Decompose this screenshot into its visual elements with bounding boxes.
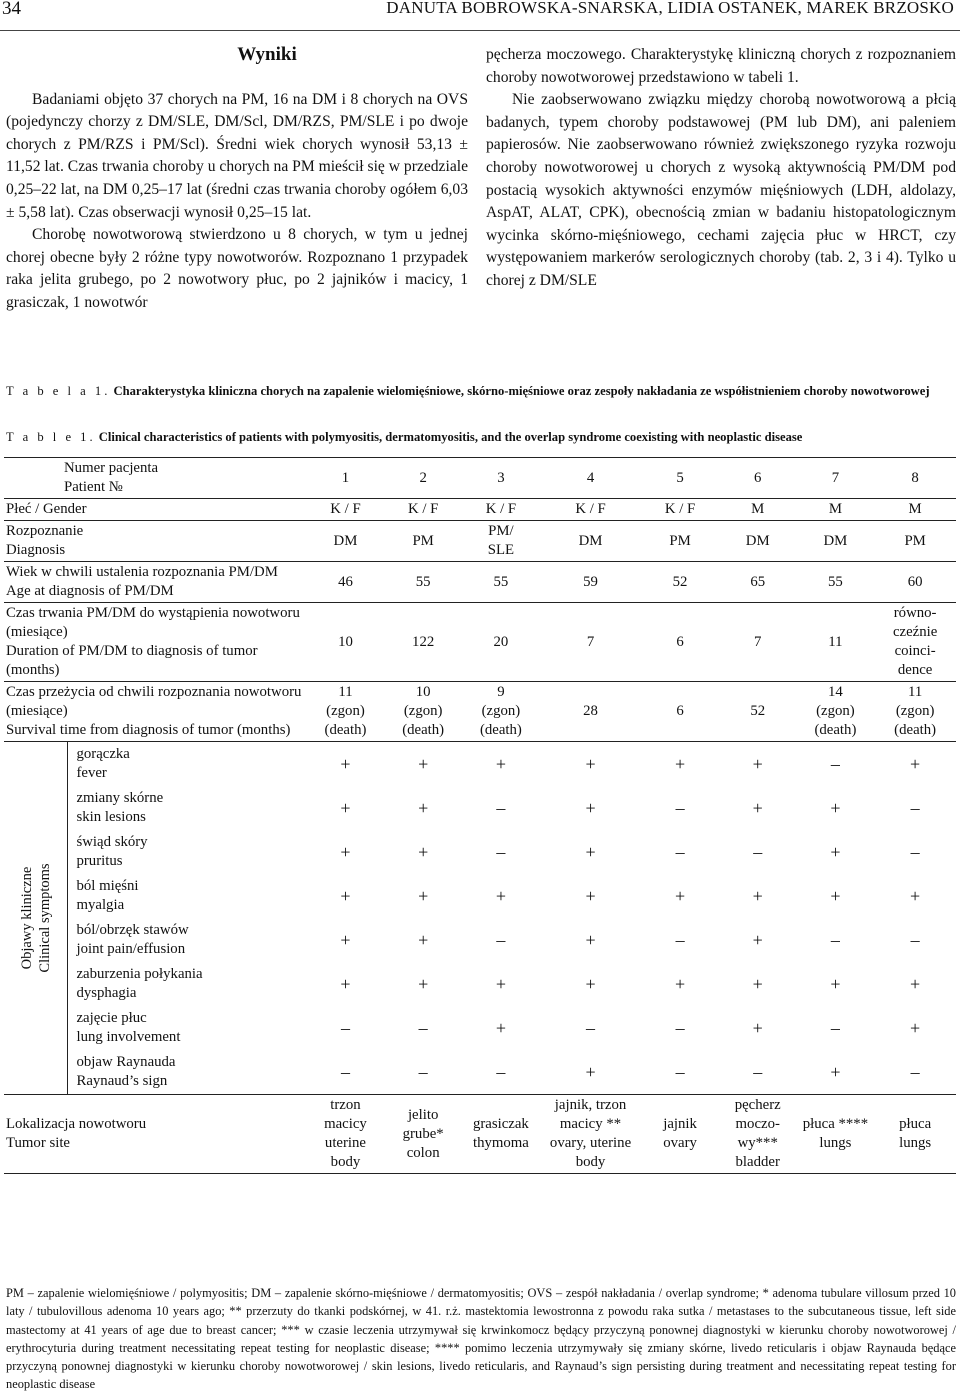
symptom-value: + — [585, 885, 596, 906]
table-cell: M — [874, 499, 956, 521]
symptom-value: – — [874, 1050, 956, 1095]
tumor-site-cell: płuca lungs — [874, 1095, 956, 1174]
symptom-value: – — [307, 1050, 385, 1095]
tumor-site-cell: jajnik, trzon macicy ** ovary, uterine body — [540, 1095, 641, 1174]
symptom-value: + — [674, 885, 686, 906]
tumor-site-row — [4, 1095, 956, 1174]
symptom-label: objaw Raynauda Raynaud’s sign — [68, 1050, 307, 1095]
table-cell: DM — [797, 521, 875, 562]
table-cell: 11 (zgon) (death) — [307, 682, 385, 742]
running-header-authors: DANUTA BOBROWSKA-SNARSKA, LIDIA OSTANEK, MAREK BRZOSKO — [386, 0, 954, 17]
symptom-value: – — [496, 841, 506, 862]
symptom-row — [4, 1050, 956, 1095]
table-cell: 52 — [641, 562, 719, 603]
symptom-value: – — [675, 797, 685, 818]
page-number: 34 — [2, 0, 21, 19]
table-cell: równo- czeźnie coinci- dence — [874, 603, 956, 682]
symptom-value: + — [418, 973, 429, 994]
paragraph: Badaniami objęto 37 chorych na PM, 16 na DM i 8 chorych na OVS (pojedynczy chorzy z DM/SLE, DM/Scl, DM/RZS, PM/SLE i po dwoje chorych z PM/RZS i PM/Scl). Średni wiek chorych wynosił 53,13 ± 11,52 lat. Czas trwania choroby u chorych na PM mieścił się w przedziale 0,25–22 lat, na DM 0,25–17 lat (średni czas trwania choroby ogółem 6,03 ± 5,58 lat). Czas obserwacji wynosił 0,25–15 lat. — [6, 90, 468, 221]
symptom-value: + — [797, 1050, 875, 1095]
table-cell: 52 — [719, 682, 797, 742]
table-cell: 55 — [797, 562, 875, 603]
table-cell: 28 — [540, 682, 641, 742]
table-cell: 65 — [719, 562, 797, 603]
table-cell: 7 — [540, 603, 641, 682]
symptom-value: – — [462, 1050, 540, 1095]
symptom-value: + — [752, 1017, 763, 1038]
clinical-characteristics-table — [4, 457, 956, 1174]
table-cell: PM — [384, 521, 462, 562]
symptom-value: – — [910, 841, 920, 862]
table-cell: M — [719, 499, 797, 521]
table-cell: K / F — [307, 499, 385, 521]
symptom-value: – — [830, 1017, 840, 1038]
symptom-value: + — [418, 885, 429, 906]
table-cell: 10 — [307, 603, 385, 682]
row-label: Rozpoznanie Diagnosis — [4, 521, 307, 562]
symptom-label: zaburzenia połykania dysphagia — [76, 966, 203, 1001]
caption-text: Charakterystyka kliniczna chorych na zapalenie wielomięśniowe, skórno-mięśniowe oraz zespoły nakładania ze współistnieniem choroby nowotworowej — [113, 384, 930, 398]
table-cell: K / F — [641, 499, 719, 521]
symptom-row — [4, 962, 956, 1006]
symptom-value: – — [910, 797, 920, 818]
symptom-row — [4, 918, 956, 962]
symptom-row — [4, 742, 956, 787]
symptom-value: + — [830, 885, 841, 906]
table-cell: 7 — [719, 603, 797, 682]
patient-number: 4 — [540, 458, 641, 499]
symptom-value: – — [496, 797, 506, 818]
table-cell: DM — [307, 521, 385, 562]
table-row — [4, 562, 956, 603]
section-title: Wyniki — [237, 44, 297, 65]
symptoms-group-label — [4, 742, 68, 1095]
table-cell: 55 — [384, 562, 462, 603]
symptom-value: + — [674, 973, 686, 994]
symptom-value: + — [340, 929, 351, 950]
table-cell: 59 — [540, 562, 641, 603]
patient-number: 5 — [641, 458, 719, 499]
symptom-label: zmiany skórne skin lesions — [76, 790, 164, 825]
paragraph: Chorobę nowotworową stwierdzono u 8 chorych, w tym u jednej chorej obecne były 2 różne typy nowotworów. Rozpoznano 1 przypadek raka jelita grubego, po 2 nowotwory płuc, po 2 jajników i macicy, 1 grasiczak, 1 nowotwór — [6, 226, 468, 311]
symptom-value: + — [752, 797, 763, 818]
table-row — [4, 682, 956, 742]
symptom-value: + — [910, 753, 921, 774]
symptom-value: + — [340, 885, 351, 906]
symptom-value: + — [495, 1017, 506, 1038]
table-cell: 6 — [641, 603, 719, 682]
table-header-row — [4, 458, 956, 499]
table-footnote: PM – zapalenie wielomięśniowe / polymyositis; DM – zapalenie skórno-mięśniowe / dermatomyositis; OVS – zespół nakładania / overlap syndrome; * adenoma tubulare villosum przed 10 laty / tubulovillous adenoma 10 years ago; ** przerzuty do tkanki podskórnej, w 41. r.ż. mastektomia lewostronna z powodu raka sutka / metastases to the subcutaneous tissue, left side mastectomy at 41 years of age due to breast cancer; *** w czasie leczenia utrzymywał się krwinkomocz będący przyczyną ponownej diagnostyki w kierunku choroby nowotworowej / erythrocyturia during treatment necessitating repeat testing for neoplastic disease; **** pomimo leczenia utrzymywały się zmiany skórne, livedo reticularis i objaw Raynauda będące przyczyną ponownej diagnostyki w kierunku choroby nowotworowej / skin lesions, livedo reticularis, and Raynaud’s sign persisting during treatment and necessitating repeat testing for neoplastic disease — [6, 1286, 956, 1392]
symptom-value: + — [340, 973, 351, 994]
table-row — [4, 521, 956, 562]
symptom-row — [4, 786, 956, 830]
patient-number: 1 — [307, 458, 385, 499]
symptom-value: + — [418, 929, 429, 950]
row-label: Czas przeżycia od chwili rozpoznania nowotworu (miesiące) Survival time from diagnosis of tumor (months) — [4, 682, 307, 742]
symptom-value: + — [752, 973, 763, 994]
symptom-row — [4, 830, 956, 874]
symptom-value: + — [585, 841, 596, 862]
symptom-value: + — [418, 753, 429, 774]
table-cell: PM — [874, 521, 956, 562]
table-cell: 6 — [641, 682, 719, 742]
tumor-site-cell: pęcherz moczo- wy*** bladder — [719, 1095, 797, 1174]
table-cell: PM/ SLE — [462, 521, 540, 562]
paragraph: Nie zaobserwowano związku między chorobą nowotworową a płcią badanych, typem choroby podstawowej (PM lub DM), ani paleniem papierosów. Nie zaobserwowano również zwiększonego ryzyka rozwoju choroby nowotworowej u chorych z wysoką aktywnością PM/DM pod postacią wysokich aktywności enzymów mięśniowych (LDH, aldolazy, AspAT, ALAT, CPK), obecnością zmian w badaniu histopatologicznym wycinka skórno-mięśniowego, cechami zajęcia płuc w HRCT, czy występowaniem markerów serologicznych choroby (tab. 2, 3 i 4). Tylko u chorej z DM/SLE — [486, 91, 956, 289]
table-cell: 11 (zgon) (death) — [874, 682, 956, 742]
symptom-value: + — [674, 753, 686, 774]
tumor-site-cell: płuca **** lungs — [797, 1095, 875, 1174]
symptom-value: – — [719, 1050, 797, 1095]
table-cell: M — [797, 499, 875, 521]
symptom-value: + — [340, 753, 351, 774]
table-cell: 11 — [797, 603, 875, 682]
symptom-value: + — [585, 973, 596, 994]
table-cell: 122 — [384, 603, 462, 682]
symptom-value: – — [830, 753, 840, 774]
left-column — [6, 44, 468, 315]
patient-number-header: Numer pacjenta Patient № — [4, 458, 307, 499]
symptom-value: – — [675, 929, 685, 950]
caption-label: T a b l e 1. — [6, 430, 96, 444]
symptom-value: – — [384, 1050, 462, 1095]
table-row — [4, 603, 956, 682]
symptom-value: + — [752, 753, 763, 774]
table-cell: K / F — [384, 499, 462, 521]
table-cell: 9 (zgon) (death) — [462, 682, 540, 742]
table-cell: 10 (zgon) (death) — [384, 682, 462, 742]
symptom-row — [4, 874, 956, 918]
symptom-value: + — [752, 929, 763, 950]
symptom-value: + — [585, 929, 596, 950]
symptom-value: – — [830, 929, 840, 950]
symptom-value: + — [910, 973, 921, 994]
row-label: Czas trwania PM/DM do wystąpienia nowotworu (miesiące) Duration of PM/DM to diagnosis of tumor (months) — [4, 603, 307, 682]
table-cell: DM — [540, 521, 641, 562]
symptom-value: + — [495, 753, 506, 774]
right-column — [486, 44, 956, 293]
table-cell: DM — [719, 521, 797, 562]
symptom-value: – — [418, 1017, 428, 1038]
table-caption-pl — [6, 382, 956, 400]
patient-number: 6 — [719, 458, 797, 499]
patient-number: 3 — [462, 458, 540, 499]
symptom-value: + — [910, 885, 921, 906]
symptom-value: – — [910, 929, 920, 950]
symptom-value: – — [340, 1017, 350, 1038]
symptom-value: + — [910, 1017, 921, 1038]
symptom-value: – — [641, 1050, 719, 1095]
symptom-value: + — [418, 841, 429, 862]
symptom-value: – — [675, 841, 685, 862]
row-label: Płeć / Gender — [4, 499, 307, 521]
caption-text: Clinical characteristics of patients with polymyositis, dermatomyositis, and the overlap syndrome coexisting with neoplastic disease — [98, 430, 803, 444]
symptom-row — [4, 1006, 956, 1050]
row-label: Lokalizacja nowotworu Tumor site — [4, 1095, 307, 1174]
symptoms-group-label-text: Objawy kliniczne Clinical symptoms — [18, 863, 53, 973]
table-cell: K / F — [540, 499, 641, 521]
table-cell: PM — [641, 521, 719, 562]
symptom-value: + — [540, 1050, 641, 1095]
paragraph: pęcherza moczowego. Charakterystykę kliniczną chorych z rozpoznaniem choroby nowotworowej przedstawiono w tabeli 1. — [486, 46, 956, 86]
table-cell: 46 — [307, 562, 385, 603]
table-cell: 20 — [462, 603, 540, 682]
symptom-value: + — [585, 753, 596, 774]
symptom-value: + — [585, 797, 596, 818]
table-caption-en — [6, 428, 956, 446]
tumor-site-cell: jajnik ovary — [641, 1095, 719, 1174]
tumor-site-cell: trzon macicy uterine body — [307, 1095, 385, 1174]
symptom-value: + — [830, 973, 841, 994]
symptom-label: gorączka fever — [76, 746, 130, 781]
symptom-value: + — [340, 797, 351, 818]
symptom-value: + — [340, 841, 351, 862]
table-cell: K / F — [462, 499, 540, 521]
table-row — [4, 499, 956, 521]
symptom-value: + — [495, 973, 506, 994]
symptom-value: + — [830, 841, 841, 862]
symptom-value: – — [753, 841, 763, 862]
table-cell: 60 — [874, 562, 956, 603]
symptom-label: zajęcie płuc lung involvement — [76, 1010, 181, 1045]
table-cell: 14 (zgon) (death) — [797, 682, 875, 742]
symptom-value: + — [752, 885, 763, 906]
row-label: Wiek w chwili ustalenia rozpoznania PM/DM Age at diagnosis of PM/DM — [4, 562, 307, 603]
patient-number: 2 — [384, 458, 462, 499]
patient-number: 8 — [874, 458, 956, 499]
symptom-value: + — [830, 797, 841, 818]
tumor-site-cell: grasiczak thymoma — [462, 1095, 540, 1174]
patient-number: 7 — [797, 458, 875, 499]
symptom-value: – — [586, 1017, 596, 1038]
symptom-label: ból/obrzęk stawów joint pain/effusion — [76, 922, 189, 957]
symptom-label: świąd skóry pruritus — [76, 834, 148, 869]
symptom-value: – — [675, 1017, 685, 1038]
symptom-value: – — [496, 929, 506, 950]
tumor-site-cell: jelito grube* colon — [384, 1095, 462, 1174]
symptom-label: ból mięśni myalgia — [76, 878, 139, 913]
caption-label: T a b e l a 1. — [6, 384, 111, 398]
symptom-value: + — [418, 797, 429, 818]
running-header — [0, 0, 960, 31]
symptom-value: + — [495, 885, 506, 906]
table-cell: 55 — [462, 562, 540, 603]
